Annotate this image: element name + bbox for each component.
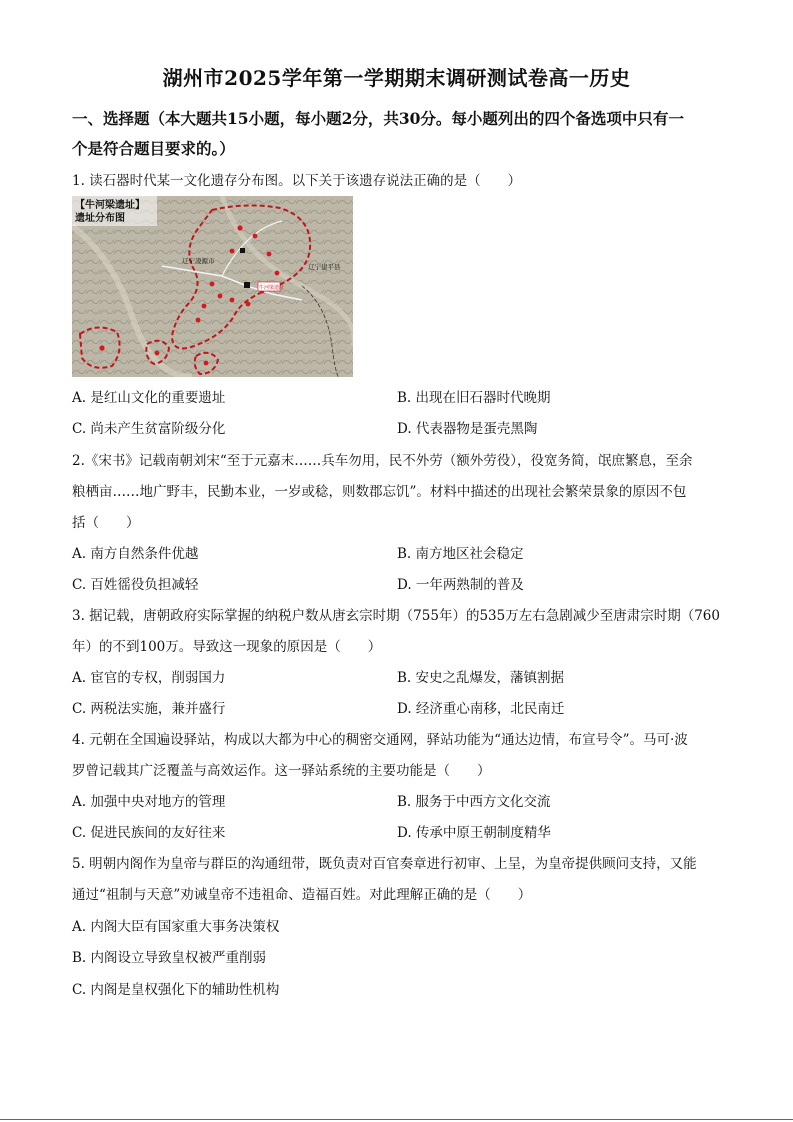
q2-option-a[interactable]: A. 南方自然条件优越 (72, 546, 199, 562)
q5-option-c[interactable]: C. 内阁是皇权强化下的辅助性机构 (72, 982, 280, 998)
question-2-stem-line3: 括（ ） (72, 515, 140, 531)
page-title: 湖州市2025学年第一学期期末调研测试卷高一历史 (162, 66, 631, 90)
q4-option-d[interactable]: D. 传承中原王朝制度精华 (397, 825, 551, 841)
q5-option-a[interactable]: A. 内阁大臣有国家重大事务决策权 (72, 919, 280, 935)
site-distribution-map (72, 196, 353, 377)
q3-option-a[interactable]: A. 宦官的专权，削弱国力 (72, 670, 226, 686)
map-heading-2: 遗址分布图 (75, 213, 125, 224)
q3-option-c[interactable]: C. 两税法实施，兼并盛行 (72, 701, 226, 717)
q4-option-b[interactable]: B. 服务于中西方文化交流 (397, 794, 551, 810)
question-2-stem-line1: 2.《宋书》记载南朝刘宋“至于元嘉末……兵车勿用，民不外劳（额外劳役），役宽务简，氓庶繁息，至余 (72, 453, 693, 469)
question-4-stem-line1: 4. 元朝在全国遍设驿站，构成以大都为中心的稠密交通网，驿站功能为“通达边情，布宣号令”。马可·波 (72, 732, 688, 748)
building-marker (244, 282, 250, 288)
q1-option-d[interactable]: D. 代表器物是蛋壳黑陶 (397, 421, 538, 437)
map-heading-1: 【牛河梁遗址】 (75, 200, 145, 211)
q1-option-b[interactable]: B. 出现在旧石器时代晚期 (397, 390, 551, 406)
q2-option-b[interactable]: B. 南方地区社会稳定 (397, 546, 524, 562)
map-label-city: 辽宁凌源市 (182, 257, 215, 265)
q1-option-a[interactable]: A. 是红山文化的重要遗址 (72, 390, 226, 406)
question-4-stem-line2: 罗曾记载其广泛覆盖与高效运作。这一驿站系统的主要功能是（ ） (72, 763, 491, 779)
map-label-county: 辽宁建平县 (308, 263, 341, 271)
page-bottom-divider (0, 1119, 793, 1120)
q5-option-b[interactable]: B. 内阁设立导致皇权被严重削弱 (72, 950, 267, 966)
question-3-stem-line1: 3. 据记载，唐朝政府实际掌握的纳税户数从唐玄宗时期（755年）的535万左右急剧减少至唐肃宗时期（760 (72, 608, 720, 624)
section-heading-line2: 个是符合题目要求的。） (72, 139, 235, 158)
q3-option-d[interactable]: D. 经济重心南移，北民南迁 (397, 701, 565, 717)
q2-option-c[interactable]: C. 百姓徭役负担减轻 (72, 577, 199, 593)
question-1-stem: 1. 读石器时代某一文化遗存分布图。以下关于该遗存说法正确的是（ ） (72, 173, 522, 189)
terrain-map-image (72, 196, 353, 377)
q4-option-a[interactable]: A. 加强中央对地方的管理 (72, 794, 226, 810)
q4-option-c[interactable]: C. 促进民族间的友好往来 (72, 825, 226, 841)
q3-option-b[interactable]: B. 安史之乱爆发，藩镇割据 (397, 670, 565, 686)
section-heading-line1: 一、选择题（本大题共15小题，每小题2分，共30分。每小题列出的四个备选项中只有一 (72, 109, 684, 128)
question-5-stem-line2: 通过“祖制与天意”劝诫皇帝不违祖命、造福百姓。对此理解正确的是（ ） (72, 887, 532, 903)
building-marker (240, 248, 245, 253)
q2-option-d[interactable]: D. 一年两熟制的普及 (397, 577, 524, 593)
question-3-stem-line2: 年）的不到100万。导致这一现象的原因是（ ） (72, 639, 382, 655)
question-2-stem-line2: 粮栖亩……地广野丰，民勤本业，一岁或稔，则数郡忘饥”。材料中描述的出现社会繁荣景象的原因不包 (72, 484, 687, 500)
question-5-stem-line1: 5. 明朝内阁作为皇帝与群臣的沟通纽带，既负责对百官奏章进行初审、上呈，为皇帝提供顾问支持，又能 (72, 856, 697, 872)
q1-option-c[interactable]: C. 尚未产生贫富阶级分化 (72, 421, 226, 437)
map-label-center: 牛河梁遗址 (259, 285, 285, 291)
